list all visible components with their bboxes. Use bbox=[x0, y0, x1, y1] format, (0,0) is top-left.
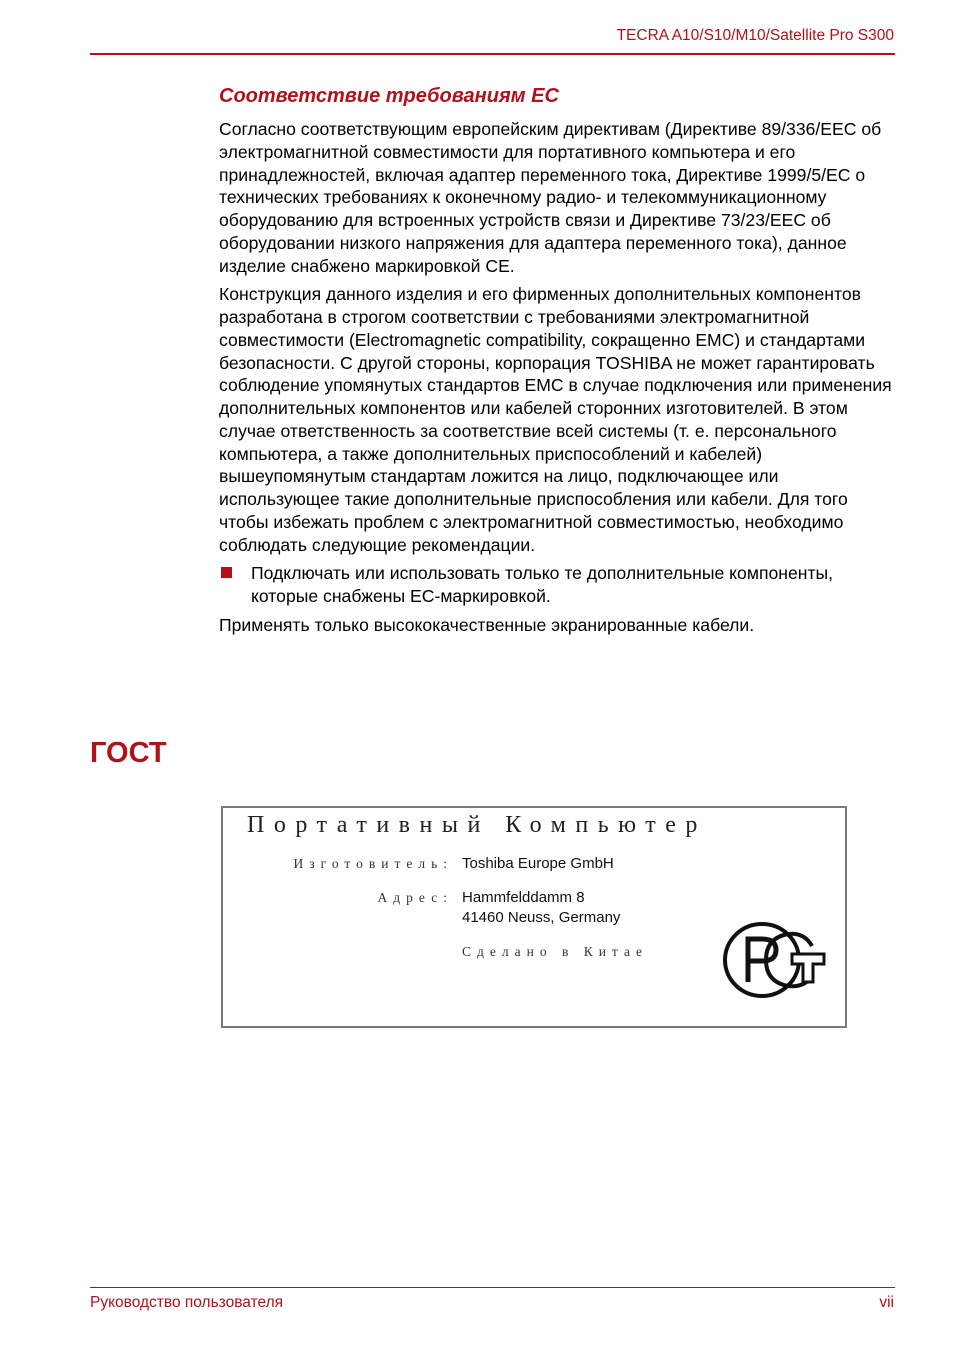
footer-title: Руководство пользователя bbox=[90, 1294, 284, 1311]
bullet-item bbox=[219, 562, 894, 608]
footer-rule bbox=[90, 1287, 895, 1288]
label-title: Портативный Компьютер bbox=[247, 812, 707, 838]
body-text bbox=[219, 118, 894, 643]
paragraph-3: Применять только высококачественные экранированные кабели. bbox=[219, 614, 755, 635]
address-label: Адрес: bbox=[377, 890, 453, 905]
section-title: Соответствие требованиям ЕС bbox=[219, 85, 559, 107]
paragraph-1: Согласно соответствующим европейским директивам (Директиве 89/336/EEC об электромагнитной совместимости для портативного компьютера и его принадлежностей, включая адаптер переменного тока, Директиве 1999/5/ЕС о технических требованиях к оконечному радио- и телекоммуникационному оборудованию для встроенных устройств связи и Директиве 73/23/EEC об оборудовании низкого напряжения для адаптера переменного тока), данное изделие снабжено маркировкой CE. bbox=[219, 119, 882, 276]
paragraph-2: Конструкция данного изделия и его фирменных дополнительных компонентов разработана в строгом соответствии с требованиями электромагнитной совместимости (Electromagnetic compatibility, сокращенно EMC) и стандартами безопасности. С другой стороны, корпорация TOSHIBA не может гарантировать соблюдение упомянутых стандартов EMC в случае подключения или применения дополнительных компонентов или кабелей сторонних изготовителей. В этом случае ответственность за соответствие всей системы (т. е. персонального компьютера, а также дополнительных приспособлений и кабелей) вышеупомянутым стандартам ложится на лицо, подключающее или использующее такие дополнительные приспособления или кабели. Для того чтобы избежать проблем с электромагнитной совместимостью, необходимо соблюдать следующие рекомендации. bbox=[219, 284, 892, 555]
page-number: vii bbox=[879, 1294, 894, 1311]
address-line-2: 41460 Neuss, Germany bbox=[462, 909, 621, 926]
bullet-text: Подключать или использовать только те дополнительные компоненты, которые снабжены ЕС-маркировкой. bbox=[251, 563, 834, 606]
gost-label bbox=[221, 806, 847, 1028]
running-header: TECRA A10/S10/M10/Satellite Pro S300 bbox=[616, 27, 894, 44]
pct-certification-logo-icon bbox=[722, 920, 832, 1000]
header-rule bbox=[90, 53, 895, 55]
address-line-1: Hammfelddamm 8 bbox=[462, 889, 585, 906]
manufacturer-label: Изготовитель: bbox=[293, 856, 453, 871]
square-bullet-icon bbox=[221, 567, 232, 578]
manufacturer-value: Toshiba Europe GmbH bbox=[462, 855, 614, 872]
gost-heading: ГОСТ bbox=[90, 737, 167, 769]
made-in-text: Сделано в Китае bbox=[462, 944, 648, 959]
